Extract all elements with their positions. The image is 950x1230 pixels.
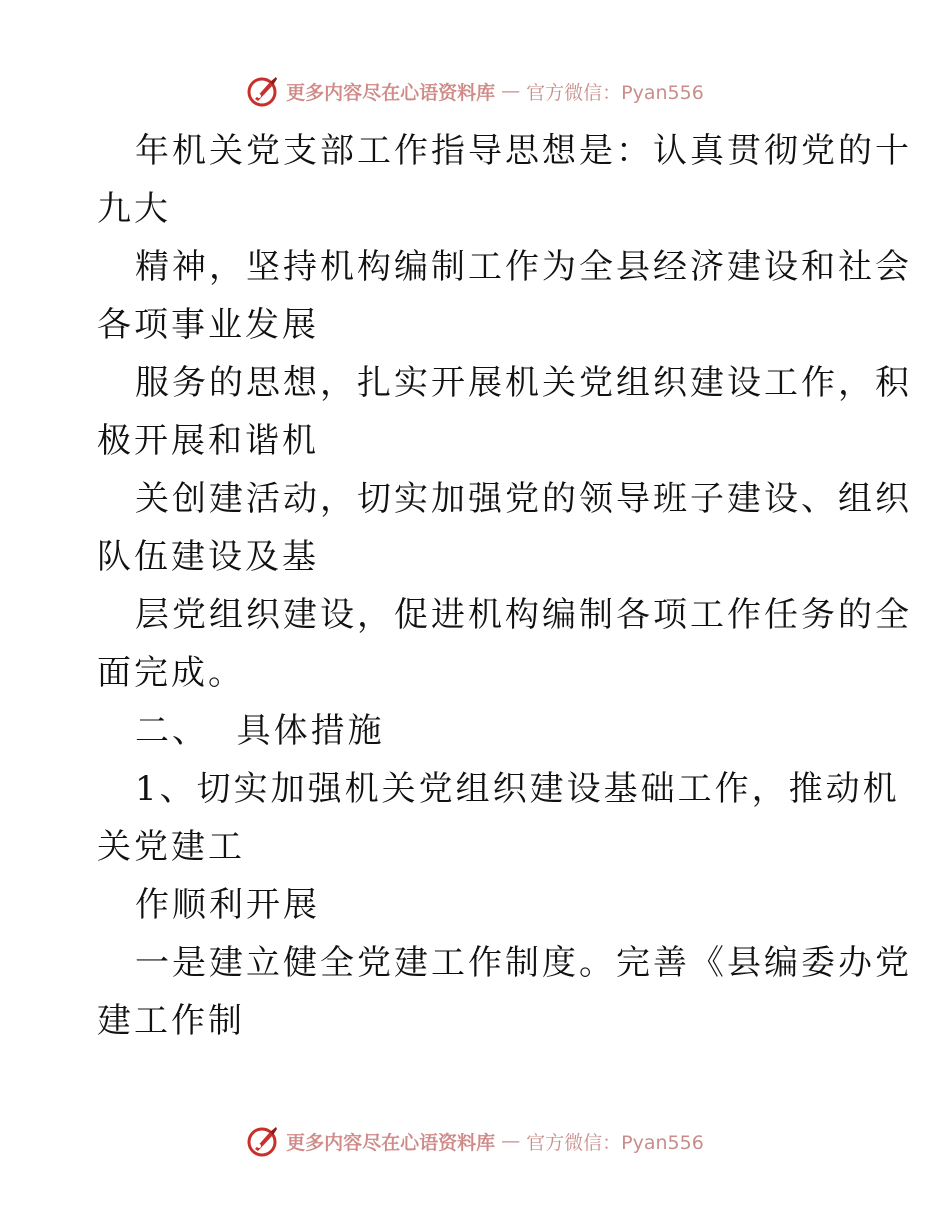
footer-watermark — [0, 1121, 950, 1161]
watermark-brand-text: 更多内容尽在心语资料库 — [286, 81, 496, 104]
paragraph-line: 极开展和谐机 — [97, 421, 319, 461]
quill-pen-logo-icon — [246, 74, 280, 108]
paragraph-line: 年机关党支部工作指导思想是：认真贯彻党的十 — [135, 131, 912, 171]
paragraph-line: 层党组织建设，促进机构编制各项工作任务的全 — [135, 595, 912, 635]
paragraph-line: 精神，坚持机构编制工作为全县经济建设和社会 — [135, 247, 912, 287]
subsection-heading-line: 作顺利开展 — [135, 885, 320, 925]
paragraph-line: 各项事业发展 — [97, 305, 319, 345]
watermark-separator: — — [501, 1130, 521, 1152]
paragraph-line: 服务的思想，扎实开展机关党组织建设工作，积 — [135, 363, 912, 403]
header-watermark — [0, 71, 950, 111]
quill-pen-logo-icon — [246, 1124, 280, 1158]
watermark-separator: — — [501, 80, 521, 102]
watermark-brand-text: 更多内容尽在心语资料库 — [286, 1131, 496, 1154]
watermark-wechat-text: 官方微信：Pyan556 — [526, 1131, 704, 1154]
paragraph-line: 队伍建设及基 — [97, 537, 319, 577]
paragraph-line: 九大 — [97, 189, 171, 229]
paragraph-line: 面完成。 — [97, 653, 245, 693]
subsection-heading-line: 1、切实加强机关党组织建设基础工作，推动机 — [135, 769, 900, 809]
paragraph-line: 关创建活动，切实加强党的领导班子建设、组织 — [135, 479, 912, 519]
watermark-wechat-text: 官方微信：Pyan556 — [526, 81, 704, 104]
document-body — [97, 122, 912, 1050]
section-heading: 二、 具体措施 — [135, 711, 385, 751]
subsection-heading-line: 关党建工 — [97, 827, 245, 867]
paragraph-line: 建工作制 — [97, 1001, 245, 1041]
paragraph-line: 一是建立健全党建工作制度。完善《县编委办党 — [135, 943, 912, 983]
